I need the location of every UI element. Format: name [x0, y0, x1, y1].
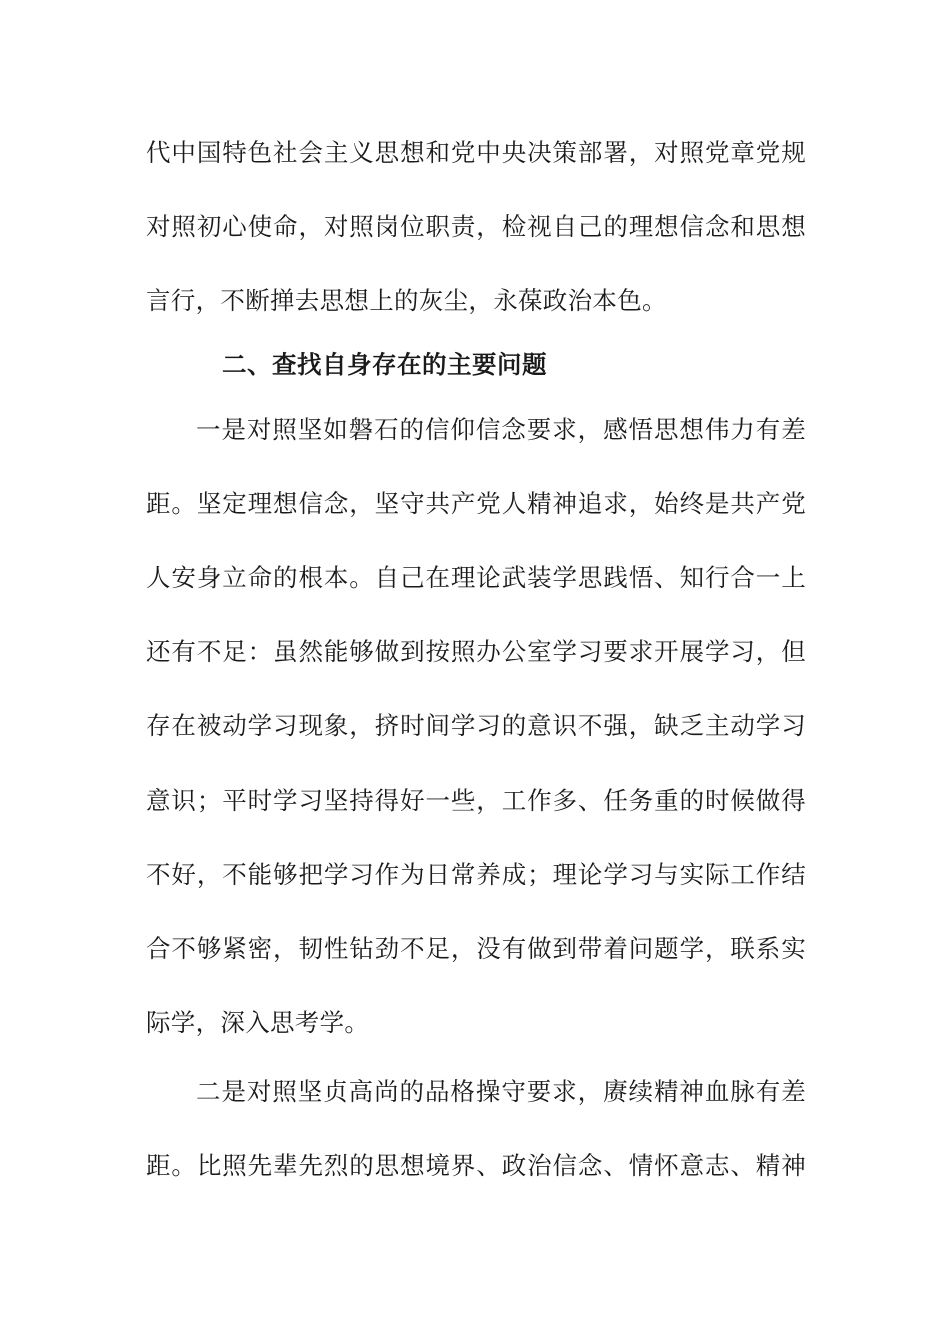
- body-text-line: 合不够紧密，韧性钻劲不足，没有做到带着问题学，联系实: [146, 934, 806, 963]
- section-heading: 二、查找自身存在的主要问题: [222, 350, 547, 379]
- body-text-line: 距。比照先辈先烈的思想境界、政治信念、情怀意志、精神: [146, 1151, 806, 1180]
- body-text-line: 代中国特色社会主义思想和党中央决策部署，对照党章党规: [146, 138, 806, 167]
- paragraph-first-line: 一是对照坚如磐石的信仰信念要求，感悟思想伟力有差: [196, 415, 806, 444]
- body-text-line: 距。坚定理想信念，坚守共产党人精神追求，始终是共产党: [146, 489, 806, 518]
- paragraph-first-line: 二是对照坚贞高尚的品格操守要求，赓续精神血脉有差: [196, 1077, 806, 1106]
- body-text-line: 意识；平时学习坚持得好一些，工作多、任务重的时候做得: [146, 786, 806, 815]
- body-text-line: 存在被动学习现象，挤时间学习的意识不强，缺乏主动学习: [146, 711, 806, 740]
- body-text-line: 还有不足：虽然能够做到按照办公室学习要求开展学习，但: [146, 637, 806, 666]
- body-text-line: 言行，不断掸去思想上的灰尘，永葆政治本色。: [146, 286, 667, 315]
- body-text-line: 人安身立命的根本。自己在理论武装学思践悟、知行合一上: [146, 563, 806, 592]
- body-text-line: 际学，深入思考学。: [146, 1008, 370, 1037]
- body-text-line: 不好，不能够把学习作为日常养成；理论学习与实际工作结: [146, 860, 806, 889]
- body-text-line: 对照初心使命，对照岗位职责，检视自己的理想信念和思想: [146, 212, 806, 241]
